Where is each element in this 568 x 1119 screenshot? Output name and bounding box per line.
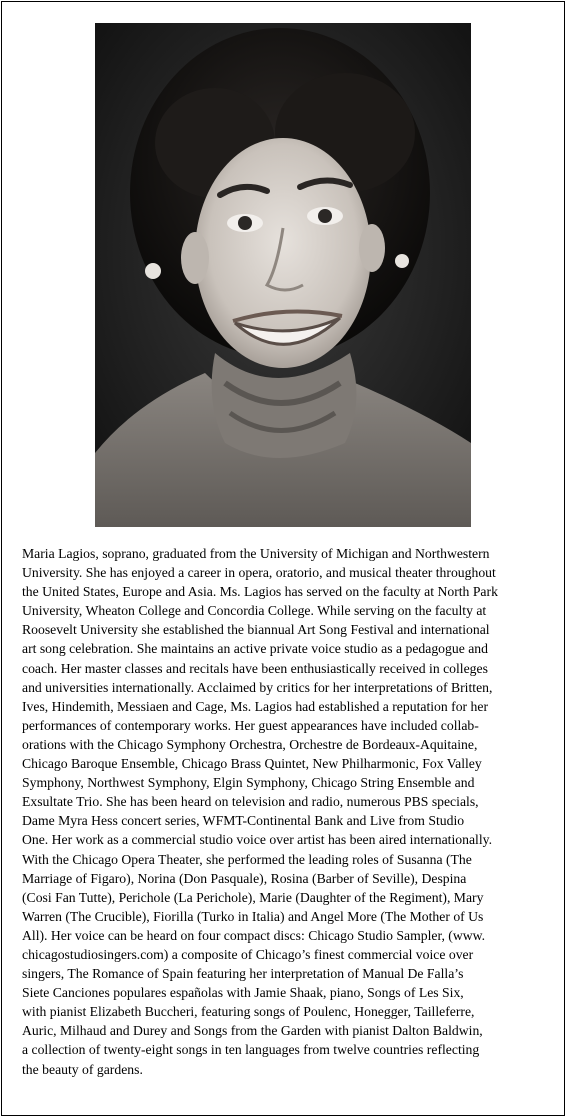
bio-line: Maria Lagios, soprano, graduated from the University of Michigan and Northwestern (22, 546, 490, 561)
bio-line: Exsultate Trio. She has been heard on television and radio, numerous PBS specials, (22, 794, 479, 810)
bio-line: with pianist Elizabeth Buccheri, featuring songs of Poulenc, Honegger, Tailleferre, (22, 1004, 475, 1020)
portrait-photo (95, 23, 471, 527)
bio-line: Dame Myra Hess concert series, WFMT-Continental Bank and Live from Studio (22, 813, 465, 829)
bio-line: chicagostudiosingers.com) a composite of Chicago’s finest commercial voice over (22, 946, 474, 962)
bio-line: Warren (The Crucible), Fiorilla (Turko in Italia) and Angel More (The Mother of Us (22, 908, 484, 924)
bio-line: orations with the Chicago Symphony Orchestra, Orchestre de Bordeaux-Aquitaine, (22, 736, 478, 752)
bio-line: University, Wheaton College and Concordia College. While serving on the faculty at (22, 603, 487, 619)
bio-line: One. Her work as a commercial studio voice over artist has been aired internationally. (22, 832, 493, 848)
bio-line: performances of contemporary works. Her guest appearances have included collab- (22, 717, 479, 733)
bio-line: University. She has enjoyed a career in opera, oratorio, and musical theater throughout (22, 565, 496, 581)
bio-line: (Cosi Fan Tutte), Perichole (La Perichole), Marie (Daughter of the Regiment), Mary (22, 889, 484, 905)
bio-line: a collection of twenty-eight songs in ten languages from twelve countries reflecting (22, 1042, 480, 1058)
bio-line: the United States, Europe and Asia. Ms. Lagios has served on the faculty at North Park (22, 584, 498, 600)
bio-line: and universities internationally. Acclaimed by critics for her interpretations of Britten, (22, 679, 493, 695)
bio-line: coach. Her master classes and recitals have been enthusiastically received in colleges (22, 660, 488, 676)
bio-line: Ives, Hindemith, Messiaen and Cage, Ms. Lagios had established a reputation for her (22, 698, 489, 714)
bio-line: the beauty of gardens. (22, 1061, 143, 1077)
bio-line: All). Her voice can be heard on four compact discs: Chicago Studio Sampler, (www. (22, 927, 486, 943)
portrait-image (95, 23, 471, 527)
bio-line: Chicago Baroque Ensemble, Chicago Brass Quintet, New Philharmonic, Fox Valley (22, 756, 482, 772)
bio-line: Roosevelt University she established the biannual Art Song Festival and international (22, 622, 490, 638)
bio-line: Auric, Milhaud and Durey and Songs from the Garden with pianist Dalton Baldwin, (22, 1023, 483, 1039)
bio-line: Siete Canciones populares españolas with Jamie Shaak, piano, Songs of Les Six, (22, 985, 464, 1001)
bio-line: art song celebration. She maintains an active private voice studio as a pedagogue and (22, 641, 488, 657)
page-border (1, 1, 565, 1116)
bio-line: Marriage of Figaro), Norina (Don Pasquale), Rosina (Barber of Seville), Despina (22, 870, 467, 886)
bio-line: Symphony, Northwest Symphony, Elgin Symphony, Chicago String Ensemble and (22, 775, 475, 791)
bio-line: singers, The Romance of Spain featuring her interpretation of Manual De Falla’s (22, 966, 464, 982)
bio-line: With the Chicago Opera Theater, she performed the leading roles of Susanna (The (22, 851, 472, 867)
biography-text (22, 544, 554, 1079)
